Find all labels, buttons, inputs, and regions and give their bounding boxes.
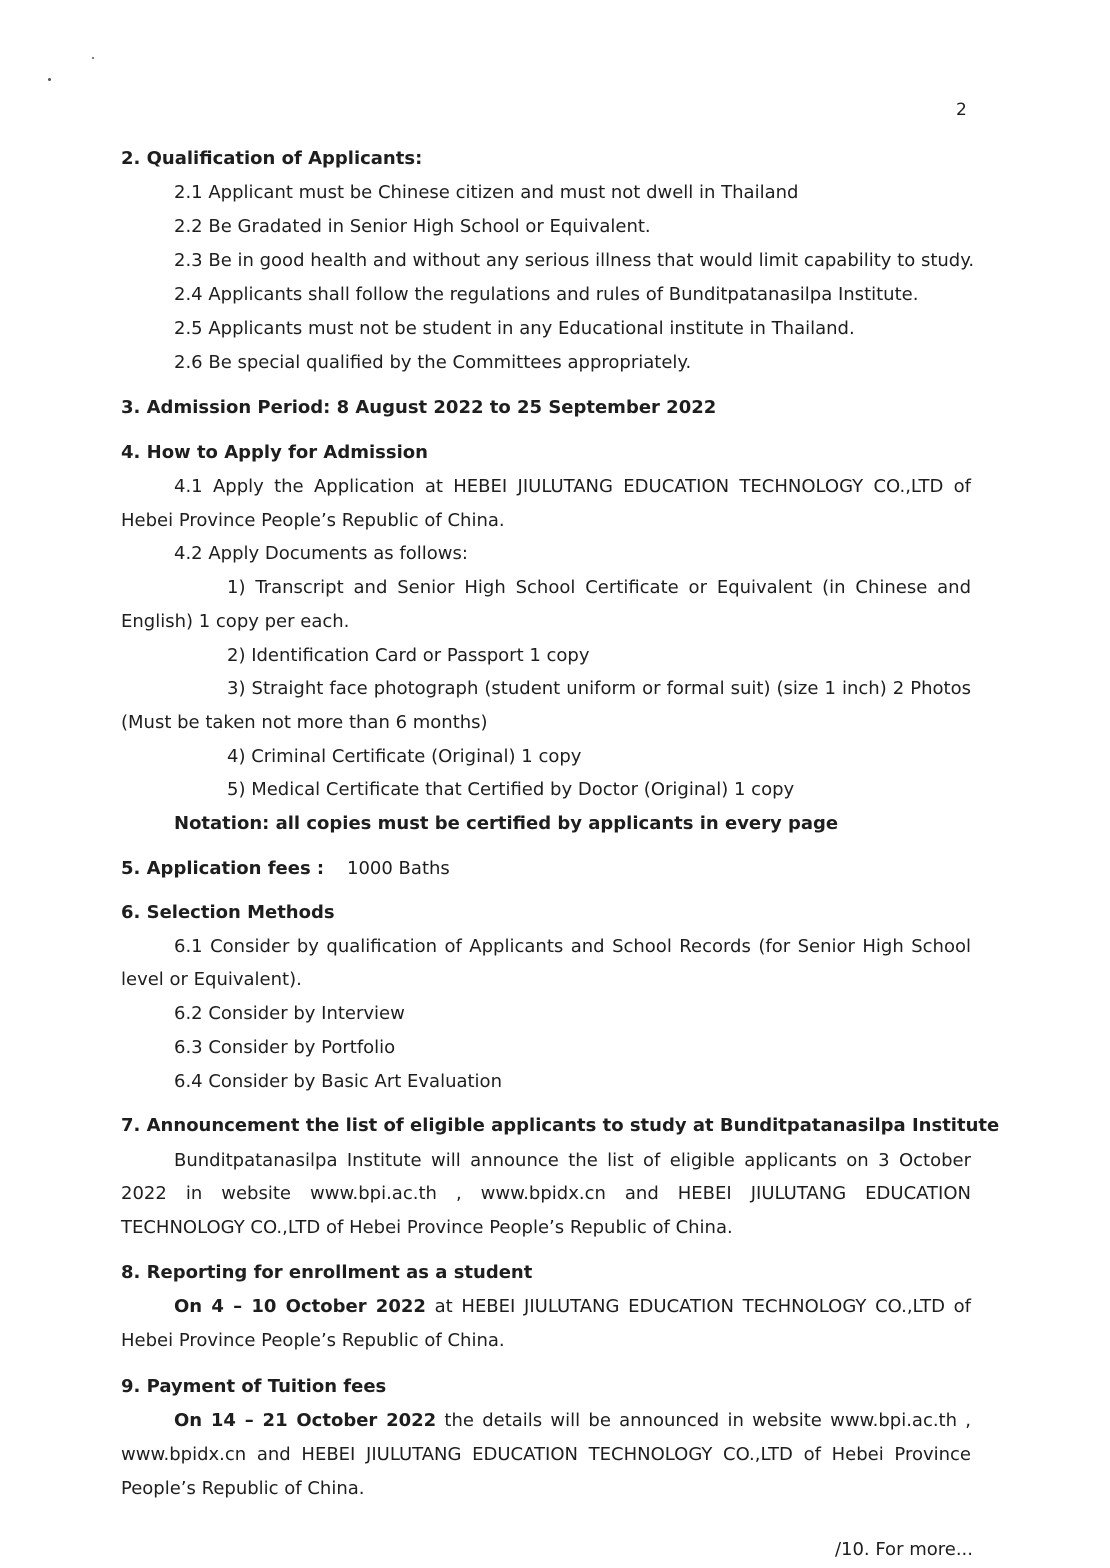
list-item: 6.4 Consider by Basic Art Evaluation xyxy=(174,1071,502,1092)
scan-speck xyxy=(48,78,51,81)
section-heading: 4. How to Apply for Admission xyxy=(121,442,428,463)
section-heading: 6. Selection Methods xyxy=(121,902,335,923)
paragraph-line: TECHNOLOGY CO.,LTD of Hebei Province People’s Republic of China. xyxy=(121,1217,733,1238)
document-item: English) 1 copy per each. xyxy=(121,611,350,632)
page-number: 2 xyxy=(956,100,967,120)
section-heading: 5. Application fees : xyxy=(121,858,325,879)
paragraph-line: 6.1 Consider by qualification of Applicants and School Records (for Senior High School xyxy=(174,936,971,957)
section-heading: 2. Qualification of Applicants: xyxy=(121,148,423,169)
paragraph-line: Bunditpatanasilpa Institute will announce the list of eligible applicants on 3 October xyxy=(174,1150,971,1171)
paragraph-line: 4.2 Apply Documents as follows: xyxy=(174,543,468,564)
section-heading: 7. Announcement the list of eligible applicants to study at Bunditpatanasilpa Institute xyxy=(121,1115,1000,1136)
fee-value: 1000 Baths xyxy=(347,858,450,879)
section-heading: 8. Reporting for enrollment as a student xyxy=(121,1262,533,1283)
list-item: 6.3 Consider by Portfolio xyxy=(174,1037,396,1058)
scan-speck xyxy=(92,57,94,59)
paragraph-line: Hebei Province People’s Republic of China. xyxy=(121,1330,505,1351)
payment-date: On 14 – 21 October 2022 xyxy=(174,1410,437,1431)
list-item: 2.6 Be special qualified by the Committees appropriately. xyxy=(174,352,692,373)
document-item: 3) Straight face photograph (student uniform or formal suit) (size 1 inch) 2 Photos xyxy=(227,678,971,699)
paragraph-line: level or Equivalent). xyxy=(121,969,302,990)
paragraph-line: 2022 in website www.bpi.ac.th , www.bpidx.cn and HEBEI JIULUTANG EDUCATION xyxy=(121,1183,971,1204)
paragraph-line: Hebei Province People’s Republic of China. xyxy=(121,510,505,531)
paragraph-line: People’s Republic of China. xyxy=(121,1478,365,1499)
section-heading: 9. Payment of Tuition fees xyxy=(121,1376,387,1397)
paragraph-line xyxy=(174,1295,971,1319)
section-heading: 3. Admission Period: 8 August 2022 to 25 September 2022 xyxy=(121,397,717,418)
document-item: (Must be taken not more than 6 months) xyxy=(121,712,488,733)
document-item: 1) Transcript and Senior High School Certificate or Equivalent (in Chinese and xyxy=(227,577,971,598)
document-item: 2) Identification Card or Passport 1 copy xyxy=(227,645,590,666)
paragraph-text: the details will be announced in website www.bpi.ac.th , xyxy=(436,1410,971,1431)
list-item: 2.4 Applicants shall follow the regulations and rules of Bunditpatanasilpa Institute. xyxy=(174,284,919,305)
document-item: 5) Medical Certificate that Certified by Doctor (Original) 1 copy xyxy=(227,779,795,800)
list-item: 2.2 Be Gradated in Senior High School or Equivalent. xyxy=(174,216,651,237)
enrollment-date: On 4 – 10 October 2022 xyxy=(174,1296,426,1317)
page-continuation: /10. For more... xyxy=(834,1539,973,1560)
paragraph-text: at HEBEI JIULUTANG EDUCATION TECHNOLOGY CO.,LTD of xyxy=(425,1296,971,1317)
list-item: 6.2 Consider by Interview xyxy=(174,1003,405,1024)
paragraph-line: 4.1 Apply the Application at HEBEI JIULUTANG EDUCATION TECHNOLOGY CO.,LTD of xyxy=(174,476,971,497)
list-item: 2.3 Be in good health and without any serious illness that would limit capability to study. xyxy=(174,250,975,271)
paragraph-line: www.bpidx.cn and HEBEI JIULUTANG EDUCATION TECHNOLOGY CO.,LTD of Hebei Province xyxy=(121,1444,971,1465)
list-item: 2.5 Applicants must not be student in any Educational institute in Thailand. xyxy=(174,318,855,339)
notation: Notation: all copies must be certified by applicants in every page xyxy=(174,813,839,834)
paragraph-line xyxy=(174,1409,971,1433)
document-item: 4) Criminal Certificate (Original) 1 copy xyxy=(227,746,582,767)
application-fees-line xyxy=(121,857,971,881)
list-item: 2.1 Applicant must be Chinese citizen and must not dwell in Thailand xyxy=(174,182,799,203)
